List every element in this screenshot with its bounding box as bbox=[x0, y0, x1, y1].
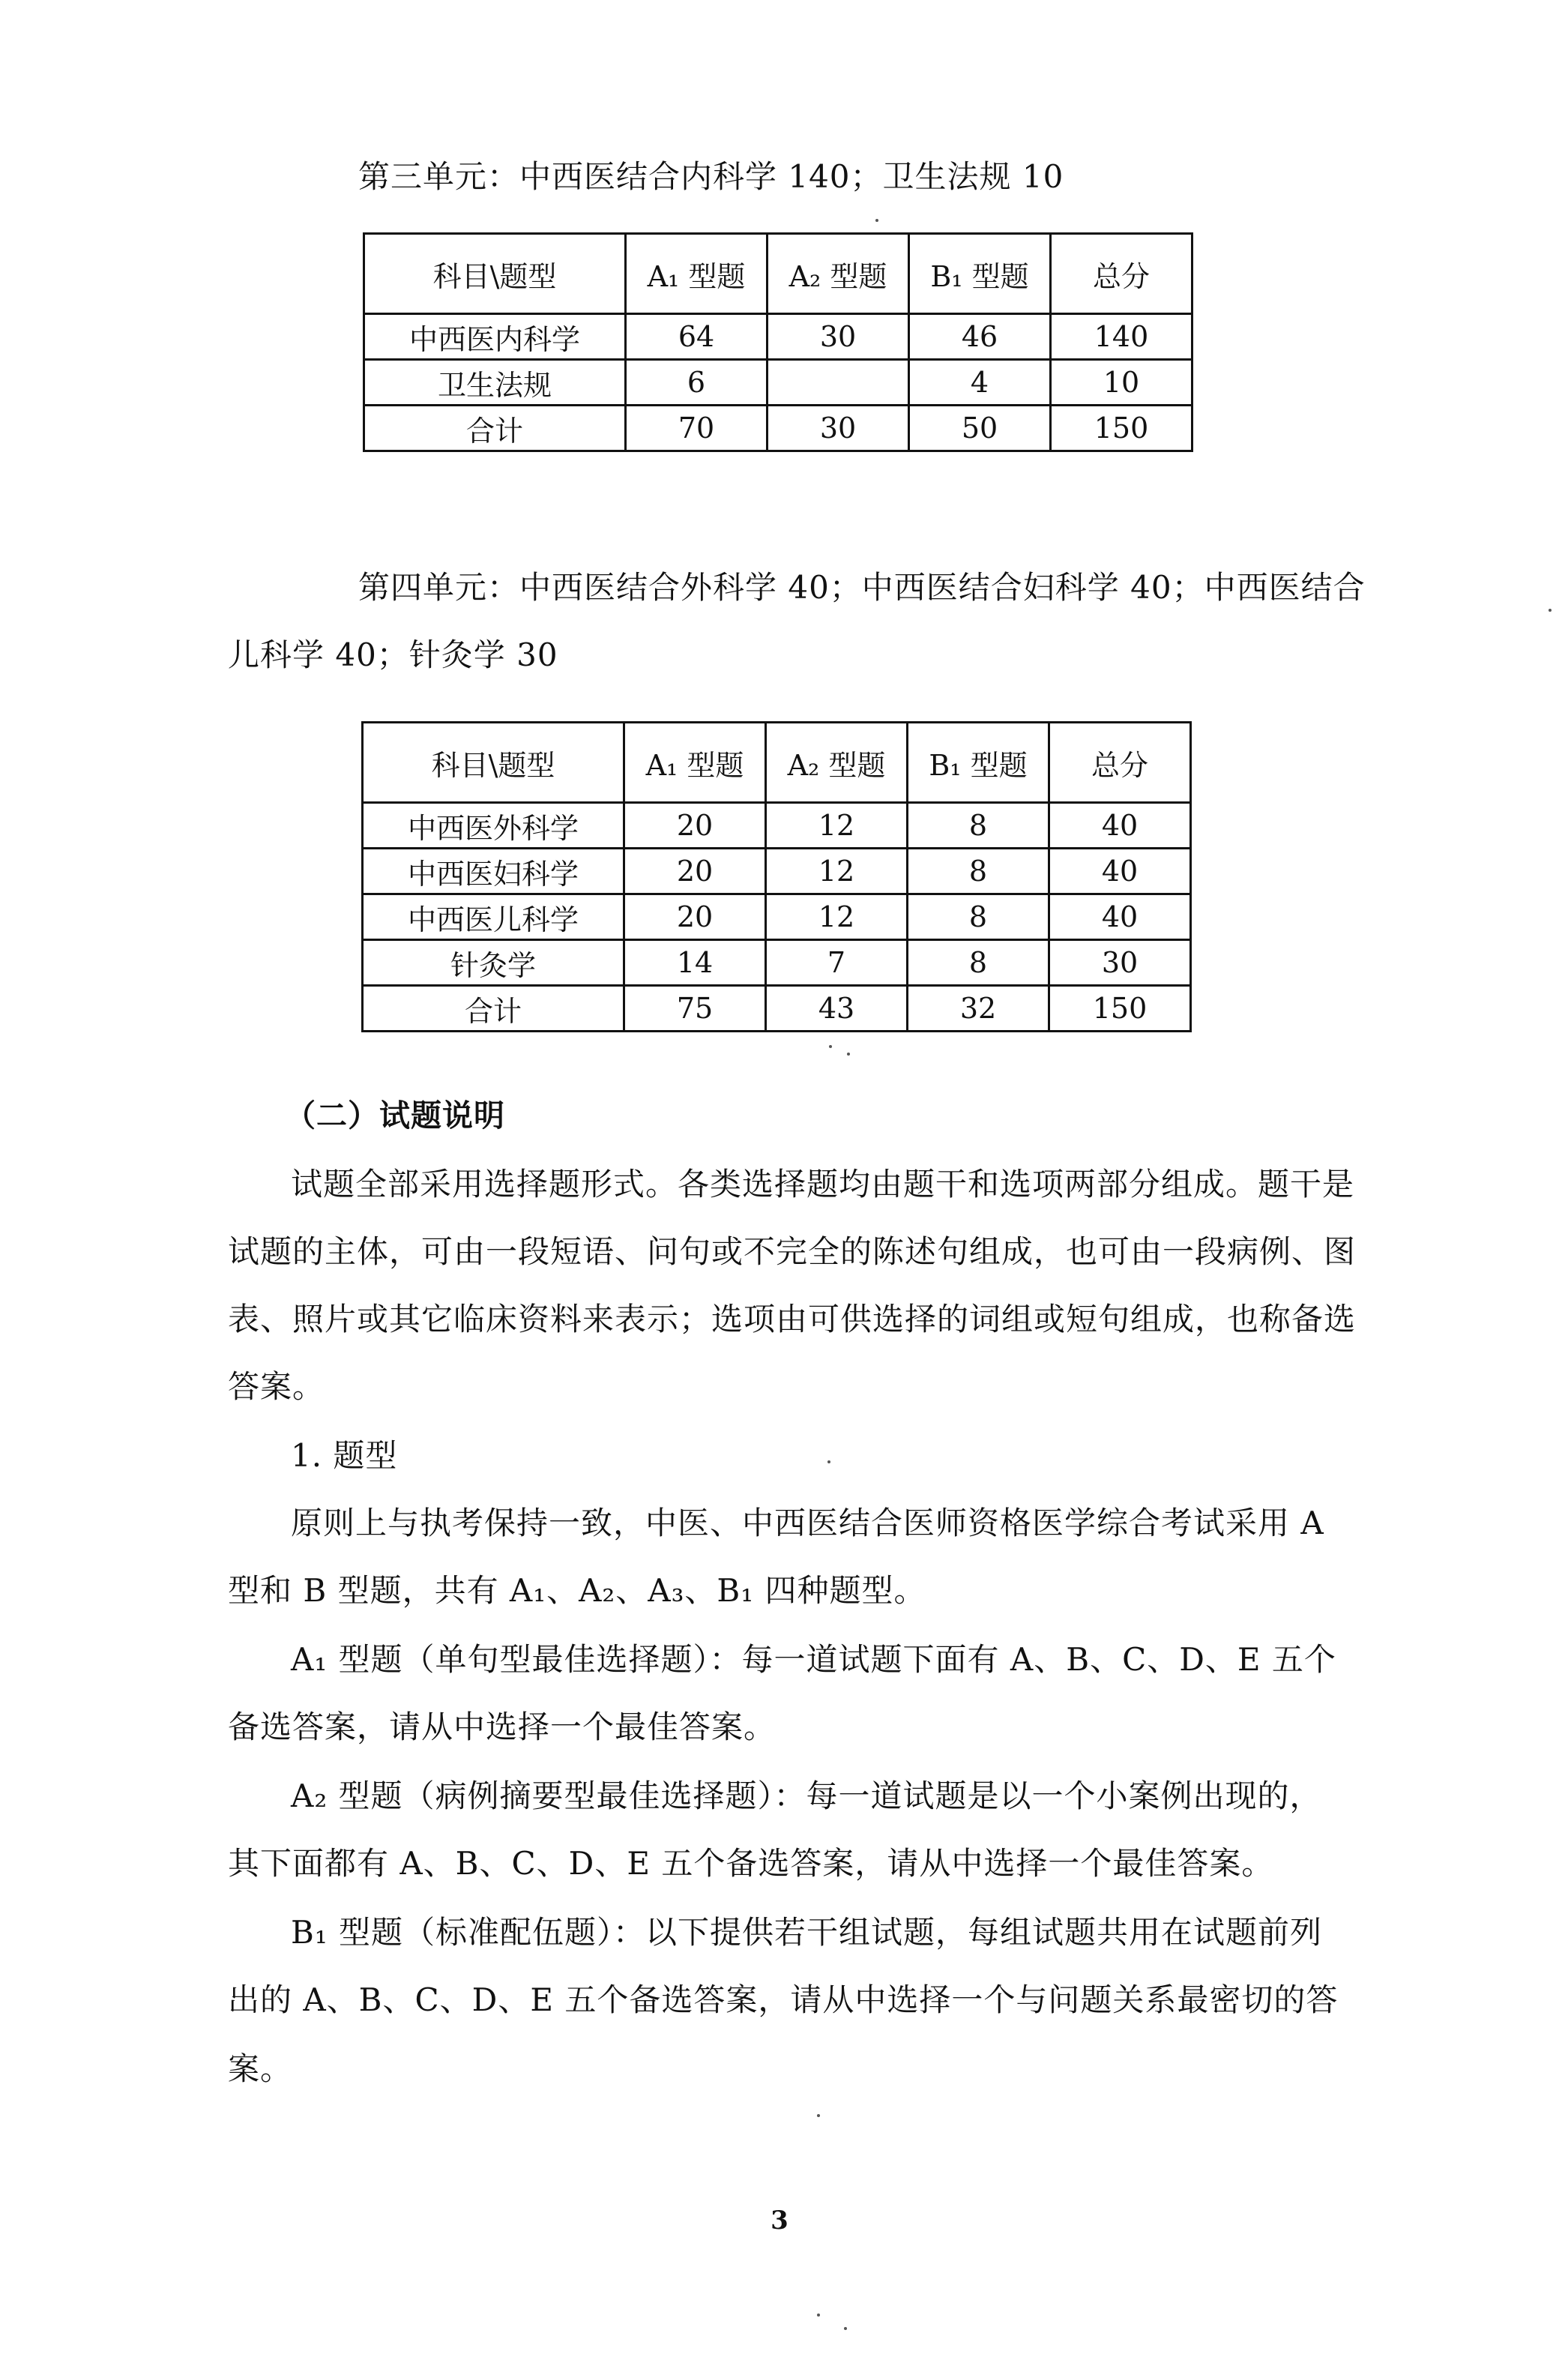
table-row bbox=[363, 803, 1191, 849]
paragraph-line: 其下面都有 A、B、C、D、E 五个备选答案，请从中选择一个最佳答案。 bbox=[228, 1845, 1274, 1882]
table-header-row bbox=[363, 723, 1191, 803]
table-cell: 20 bbox=[624, 894, 766, 940]
table-cell: 中西医内科学 bbox=[364, 314, 626, 360]
scan-speck bbox=[817, 2114, 820, 2117]
header-cell: 科目\题型 bbox=[363, 723, 624, 803]
unit4-table bbox=[361, 721, 1192, 1032]
table-cell: 中西医儿科学 bbox=[363, 894, 624, 940]
table-row bbox=[363, 849, 1191, 894]
scan-speck bbox=[847, 1053, 850, 1056]
table-cell: 75 bbox=[624, 986, 766, 1032]
scan-speck bbox=[875, 219, 878, 222]
header-cell: A₂ 型题 bbox=[768, 234, 909, 314]
section-heading: （二）试题说明 bbox=[285, 1098, 505, 1134]
table-cell: 12 bbox=[766, 803, 908, 849]
table-cell: 70 bbox=[626, 406, 768, 451]
scan-speck bbox=[844, 2327, 847, 2330]
table-cell: 30 bbox=[768, 314, 909, 360]
scan-speck bbox=[827, 1460, 830, 1463]
subheading: 1. 题型 bbox=[291, 1437, 398, 1474]
table-header-row bbox=[364, 234, 1192, 314]
table-cell: 150 bbox=[1049, 986, 1191, 1032]
header-cell: A₂ 型题 bbox=[766, 723, 908, 803]
paragraph-line: 表、照片或其它临床资料来表示；选项由可供选择的词组或短句组成，也称备选 bbox=[228, 1301, 1357, 1337]
table-cell: 50 bbox=[909, 406, 1051, 451]
table-cell: 43 bbox=[766, 986, 908, 1032]
unit4-title-line1: 第四单元：中西医结合外科学 40；中西医结合妇科学 40；中西医结合 bbox=[358, 569, 1366, 606]
table-row bbox=[363, 940, 1191, 986]
table-cell bbox=[768, 360, 909, 406]
scan-speck bbox=[817, 2314, 820, 2317]
paragraph-line: A₁ 型题（单句型最佳选择题）：每一道试题下面有 A、B、C、D、E 五个 bbox=[291, 1641, 1336, 1678]
table-cell: 40 bbox=[1049, 894, 1191, 940]
table-cell: 30 bbox=[1049, 940, 1191, 986]
table-cell: 14 bbox=[624, 940, 766, 986]
paragraph-line: A₂ 型题（病例摘要型最佳选择题）：每一道试题是以一个小案例出现的， bbox=[291, 1777, 1322, 1814]
table-cell: 40 bbox=[1049, 849, 1191, 894]
table-cell: 4 bbox=[909, 360, 1051, 406]
header-cell: B₁ 型题 bbox=[908, 723, 1049, 803]
table-cell: 30 bbox=[768, 406, 909, 451]
paragraph-line: 备选答案，请从中选择一个最佳答案。 bbox=[228, 1709, 777, 1745]
header-cell: 总分 bbox=[1049, 723, 1191, 803]
table-cell: 140 bbox=[1051, 314, 1192, 360]
table-cell: 中西医妇科学 bbox=[363, 849, 624, 894]
table-cell: 40 bbox=[1049, 803, 1191, 849]
table-row bbox=[363, 894, 1191, 940]
table-cell: 20 bbox=[624, 803, 766, 849]
table-cell: 合计 bbox=[363, 986, 624, 1032]
table-cell: 46 bbox=[909, 314, 1051, 360]
paragraph-line: 原则上与执考保持一致，中医、中西医结合医师资格医学综合考试采用 A bbox=[291, 1505, 1324, 1541]
scan-speck bbox=[829, 1045, 832, 1048]
table-cell: 10 bbox=[1051, 360, 1192, 406]
unit3-table bbox=[363, 232, 1193, 452]
table-row bbox=[364, 360, 1192, 406]
paragraph-line: 案。 bbox=[228, 2050, 293, 2087]
table-row bbox=[363, 986, 1191, 1032]
table-row bbox=[364, 314, 1192, 360]
header-cell: A₁ 型题 bbox=[626, 234, 768, 314]
table-row bbox=[364, 406, 1192, 451]
header-cell: 总分 bbox=[1051, 234, 1192, 314]
scan-speck bbox=[1549, 609, 1552, 612]
paragraph-line: B₁ 型题（标准配伍题）：以下提供若干组试题，每组试题共用在试题前列 bbox=[291, 1914, 1323, 1951]
table-cell: 8 bbox=[908, 849, 1049, 894]
table-cell: 12 bbox=[766, 849, 908, 894]
table-cell: 8 bbox=[908, 894, 1049, 940]
paragraph-line: 型和 B 型题，共有 A₁、A₂、A₃、B₁ 四种题型。 bbox=[228, 1572, 926, 1609]
table-cell: 中西医外科学 bbox=[363, 803, 624, 849]
table-cell: 32 bbox=[908, 986, 1049, 1032]
paragraph-line: 试题的主体，可由一段短语、问句或不完全的陈述句组成，也可由一段病例、图 bbox=[228, 1233, 1357, 1270]
paragraph-line: 答案。 bbox=[228, 1368, 325, 1405]
table-cell: 卫生法规 bbox=[364, 360, 626, 406]
unit4-title-line2: 儿科学 40；针灸学 30 bbox=[228, 636, 558, 673]
table-cell: 64 bbox=[626, 314, 768, 360]
table-cell: 20 bbox=[624, 849, 766, 894]
unit3-title: 第三单元：中西医结合内科学 140；卫生法规 10 bbox=[358, 158, 1064, 195]
paragraph-line: 试题全部采用选择题形式。各类选择题均由题干和选项两部分组成。题干是 bbox=[291, 1166, 1355, 1202]
table-cell: 合计 bbox=[364, 406, 626, 451]
table-cell: 8 bbox=[908, 803, 1049, 849]
table-cell: 12 bbox=[766, 894, 908, 940]
table-cell: 针灸学 bbox=[363, 940, 624, 986]
paragraph-line: 出的 A、B、C、D、E 五个备选答案，请从中选择一个与问题关系最密切的答 bbox=[228, 1981, 1339, 2018]
table-cell: 8 bbox=[908, 940, 1049, 986]
header-cell: 科目\题型 bbox=[364, 234, 626, 314]
page-number: 3 bbox=[771, 2206, 788, 2236]
table-cell: 7 bbox=[766, 940, 908, 986]
table-cell: 150 bbox=[1051, 406, 1192, 451]
table-cell: 6 bbox=[626, 360, 768, 406]
header-cell: A₁ 型题 bbox=[624, 723, 766, 803]
header-cell: B₁ 型题 bbox=[909, 234, 1051, 314]
